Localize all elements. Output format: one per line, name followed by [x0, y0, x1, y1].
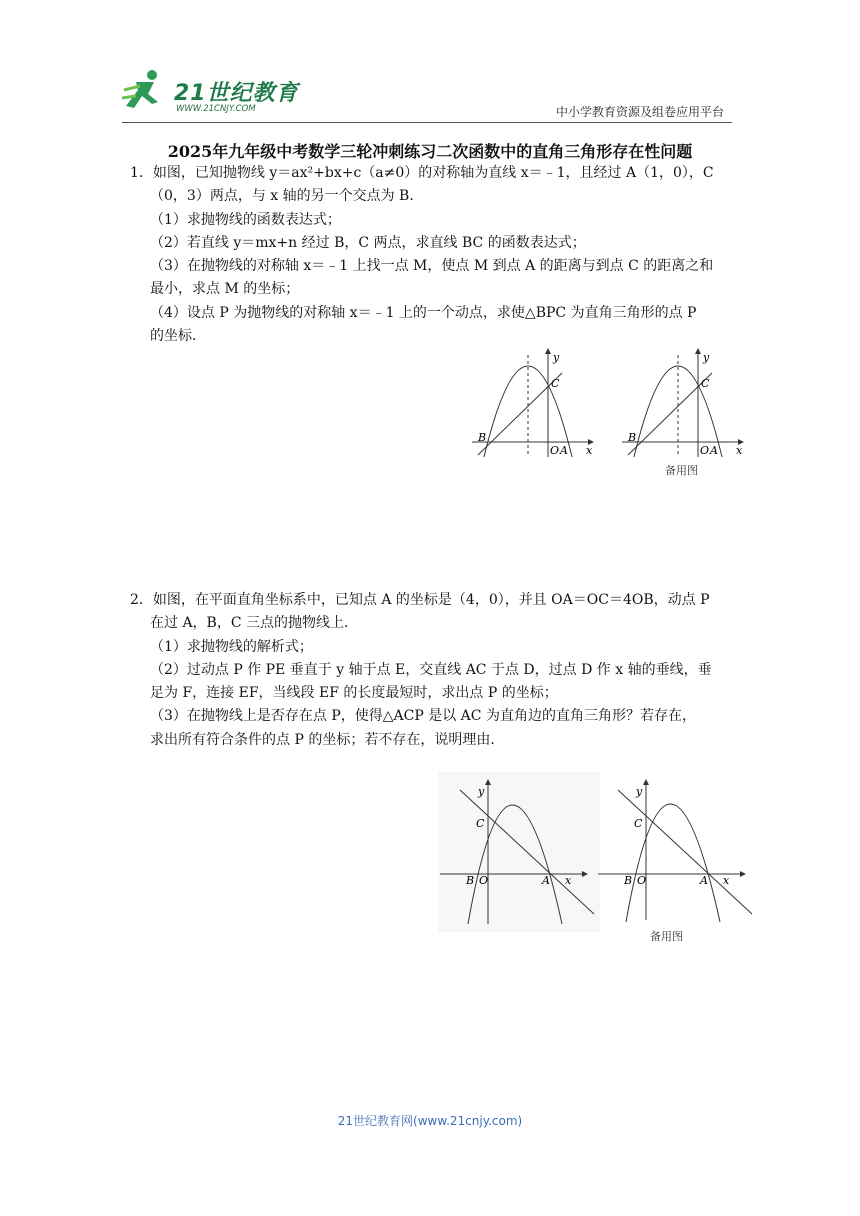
logo-text: 21世纪教育	[174, 81, 299, 106]
q2-label-O: O	[479, 874, 489, 887]
q1-line: 1．如图，已知抛物线 y＝ax²+bx+c（a≠0）的对称轴为直线 x＝﹣1，且经过 A（1，0），C	[130, 165, 714, 181]
q1-label-y: y	[553, 351, 560, 364]
q2-line: （3）在抛物线上是否存在点 P，使得△ACP 是以 AC 为直角边的直角三角形？若存在，	[150, 708, 696, 725]
q2-spare-label-x: x	[723, 874, 730, 887]
question-2	[130, 589, 738, 752]
q1-spare-label-C: C	[701, 377, 710, 390]
q2-spare-label-A: A	[700, 874, 708, 887]
q2-label-C: C	[476, 817, 485, 830]
platform-name: 中小学教育资源及组卷应用平台	[555, 105, 724, 119]
page-header	[0, 0, 860, 130]
q1-line: 的坐标．	[150, 328, 206, 345]
q1-line: 最小，求点 M 的坐标；	[150, 281, 300, 298]
q2-label-x: x	[565, 874, 572, 887]
question-1	[130, 162, 738, 348]
runner-logo-icon	[122, 68, 172, 114]
q1-spare-label-A: A	[710, 444, 718, 457]
q1-line: （4）设点 P 为抛物线的对称轴 x＝﹣1 上的一个动点，求使△BPC 为直角三角形的点 P	[150, 304, 697, 321]
q1-line: （2）若直线 y＝mx+n 经过 B，C 两点，求直线 BC 的函数表达式；	[150, 234, 586, 251]
q1-label-x: x	[586, 444, 593, 457]
q2-spare-label-y: y	[636, 785, 643, 798]
q2-line: （1）求抛物线的解析式；	[150, 638, 313, 655]
q2-line: （2）过动点 P 作 PE 垂直于 y 轴于点 E，交直线 AC 于点 D，过点 D 作 x 轴的垂线，垂	[150, 661, 712, 678]
q2-spare-label-C: C	[634, 817, 643, 830]
q2-label-B: B	[466, 874, 475, 887]
q1-spare-label-B: B	[628, 431, 637, 444]
q2-label-y: y	[478, 785, 485, 798]
q2-line: 求出所有符合条件的点 P 的坐标；若不存在，说明理由．	[150, 731, 505, 748]
page-title: 2025年九年级中考数学三轮冲刺练习二次函数中的直角三角形存在性问题	[167, 142, 693, 161]
q1-line: （3）在抛物线的对称轴 x＝﹣1 上找一点 M，使点 M 到点 A 的距离与到点 C 的距离之和	[150, 258, 714, 275]
header-divider	[122, 122, 732, 123]
site-logo	[122, 68, 302, 120]
q1-spare-label-O: O	[700, 444, 710, 457]
q1-figure-main	[470, 345, 600, 460]
q2-spare-label-B: B	[624, 874, 633, 887]
q1-spare-label-y: y	[703, 351, 710, 364]
page-footer: 21世纪教育网(www.21cnjy.com)	[337, 1114, 523, 1128]
q2-line: 足为 F，连接 EF，当线段 EF 的长度最短时，求出点 P 的坐标；	[150, 685, 558, 702]
q1-spare-caption: 备用图	[665, 464, 698, 477]
q1-label-A: A	[560, 444, 568, 457]
q2-line: 在过 A，B，C 三点的抛物线上．	[150, 615, 359, 632]
q1-label-B: B	[478, 431, 487, 444]
q1-spare-label-x: x	[736, 444, 743, 457]
q2-spare-label-O: O	[637, 874, 647, 887]
q1-figure-spare	[620, 345, 750, 460]
q1-label-C: C	[551, 377, 560, 390]
q2-figure-main	[438, 772, 600, 932]
q2-figure-spare	[596, 772, 756, 922]
q1-line: （0，3）两点，与 x 轴的另一个交点为 B．	[150, 188, 424, 205]
q2-spare-caption: 备用图	[650, 930, 683, 943]
q1-line: （1）求抛物线的函数表达式；	[150, 211, 341, 228]
logo-url: WWW.21CNJY.COM	[176, 104, 256, 114]
q1-label-O: O	[550, 444, 560, 457]
q2-label-A: A	[542, 874, 550, 887]
q2-line: 2．如图，在平面直角坐标系中，已知点 A 的坐标是（4，0），并且 OA＝OC＝4OB，动点 P	[130, 592, 710, 608]
